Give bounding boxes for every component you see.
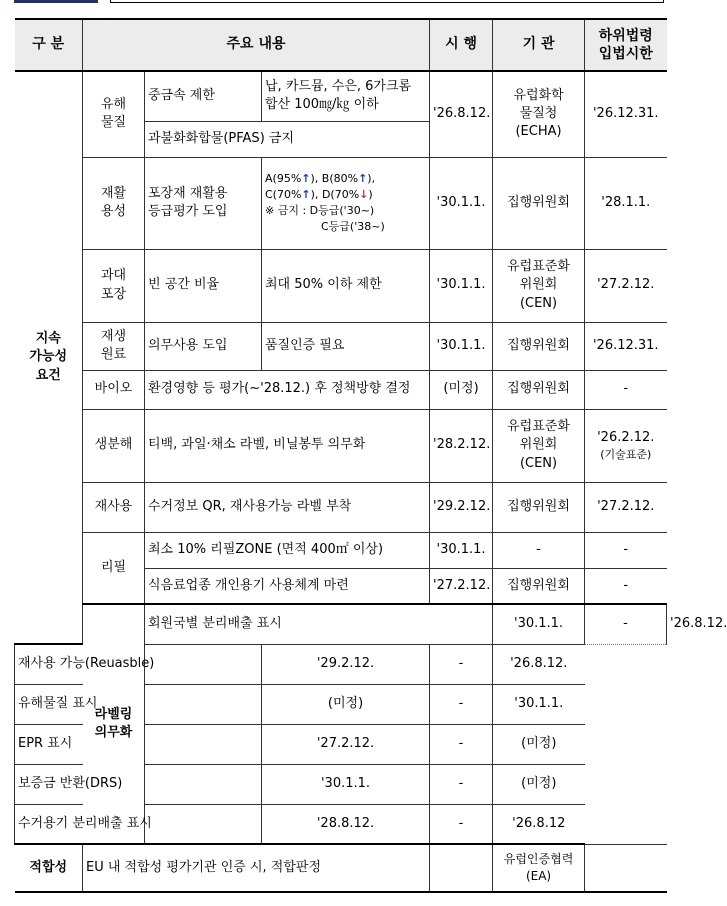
row-label-refill: 리필 [83, 532, 145, 604]
header-effective: 시 행 [430, 19, 493, 71]
hazard-pfas: 과불화화합물(PFAS) 금지 [145, 121, 430, 157]
section-conformity: 적합성 [15, 844, 83, 892]
header-agency: 기 관 [493, 19, 585, 71]
refill-zone-sublaw: - [585, 532, 667, 568]
bio-agency: 집행위원회 [493, 370, 585, 409]
biodeg-sublaw-cell [585, 409, 667, 482]
recycle-grades-line2: C(70%↑), D(70%↓) [265, 188, 373, 202]
recycle-item: 포장재 재활용 등급평가 도입 [145, 157, 262, 249]
up-arrow-icon: ↑ [301, 172, 311, 186]
overpack-item: 빈 공간 비율 [145, 249, 262, 322]
recycle-date: '30.1.1. [430, 157, 493, 249]
overpack-agency: 유럽표준화 위원회 (CEN) [493, 249, 585, 322]
label-agency-1: - [430, 644, 493, 684]
section-labeling: 라벨링 의무화 [83, 604, 145, 844]
label-item-4: 보증금 반환(DRS) [15, 764, 262, 804]
header-sublaw: 하위법령 입법시한 [585, 19, 667, 71]
row-label-reuse: 재사용 [83, 482, 145, 532]
conformity-sublaw [585, 844, 667, 892]
row-label-biodeg: 생분해 [83, 409, 145, 482]
label-date-2: (미정) [262, 684, 430, 724]
label-sublaw-5: '26.8.12 [493, 804, 585, 844]
label-date-1: '29.2.12. [262, 644, 430, 684]
row-label-recycled: 재생 원료 [83, 322, 145, 370]
recycle-agency: 집행위원회 [493, 157, 585, 249]
row-label-overpack: 과대 포장 [83, 249, 145, 322]
hazard-heavy-metal-detail: 납, 카드뮴, 수은, 6가크롬 합산 100㎎/㎏ 이하 [262, 71, 430, 121]
up-arrow-icon: ↑ [301, 188, 311, 202]
label-agency-4: - [430, 764, 493, 804]
label-sublaw-2: '30.1.1. [493, 684, 585, 724]
row-label-hazard: 유해 물질 [83, 71, 145, 157]
hazard-agency: 유럽화학 물질청 (ECHA) [493, 71, 585, 157]
label-item-5: 수거용기 분리배출 표시 [15, 804, 262, 844]
bio-item: 환경영향 등 평가(~'28.12.) 후 정책방향 결정 [145, 370, 430, 409]
header-accent-bar [14, 0, 98, 3]
refill-container: 식음료업종 개인용기 사용체계 마련 [145, 568, 430, 604]
row-label-recycle: 재활 용성 [83, 157, 145, 249]
refill-zone-agency: - [493, 532, 585, 568]
refill-container-agency: 집행위원회 [493, 568, 585, 604]
reuse-sublaw: '27.2.12. [585, 482, 667, 532]
recycle-grades [262, 157, 430, 249]
label-agency-5: - [430, 804, 493, 844]
label-sublaw-3: (미정) [493, 724, 585, 764]
reuse-agency: 집행위원회 [493, 482, 585, 532]
recycle-grades-line1: A(95%↑), B(80%↑), [265, 172, 376, 186]
hazard-heavy-metal: 중금속 제한 [145, 71, 262, 121]
section-sustainability: 지속 가능성 요건 [15, 71, 83, 644]
label-date-0: '30.1.1. [493, 604, 585, 644]
label-item-1: 재사용 가능(Reuasble) [15, 644, 262, 684]
reuse-item: 수거정보 QR, 재사용가능 라벨 부착 [145, 482, 430, 532]
label-agency-0: - [585, 604, 667, 644]
label-item-2: 유해물질 표시 [15, 684, 262, 724]
recycle-ban-d: ※ 금지 : D등급('30~) [265, 204, 375, 217]
recycled-item: 의무사용 도입 [145, 322, 262, 370]
header-box-edge [110, 0, 664, 3]
bio-date: (미정) [430, 370, 493, 409]
header-category: 구 분 [15, 19, 83, 71]
label-sublaw-4: (미정) [493, 764, 585, 804]
overpack-sublaw: '27.2.12. [585, 249, 667, 322]
label-agency-2: - [430, 684, 493, 724]
recycled-agency: 집행위원회 [493, 322, 585, 370]
header-content: 주요 내용 [83, 19, 430, 71]
label-date-3: '27.2.12. [262, 724, 430, 764]
conformity-item: EU 내 적합성 평가기관 인증 시, 적합판정 [83, 844, 430, 892]
label-item-3: EPR 표시 [15, 724, 262, 764]
up-arrow-icon: ↑ [358, 172, 368, 186]
conformity-date [430, 844, 493, 892]
hazard-date: '26.8.12. [430, 71, 493, 157]
refill-container-date: '27.2.12. [430, 568, 493, 604]
reuse-date: '29.2.12. [430, 482, 493, 532]
recycled-date: '30.1.1. [430, 322, 493, 370]
overpack-date: '30.1.1. [430, 249, 493, 322]
row-label-bio: 바이오 [83, 370, 145, 409]
biodeg-agency: 유럽표준화 위원회 (CEN) [493, 409, 585, 482]
biodeg-date: '28.2.12. [430, 409, 493, 482]
refill-zone: 최소 10% 리필ZONE (면적 400㎡ 이상) [145, 532, 430, 568]
recycle-sublaw: '28.1.1. [585, 157, 667, 249]
down-arrow-icon: ↓ [359, 188, 369, 202]
bio-sublaw: - [585, 370, 667, 409]
biodeg-item: 티백, 과일·채소 라벨, 비닐봉투 의무화 [145, 409, 430, 482]
label-sublaw-1: '26.8.12. [493, 644, 585, 684]
biodeg-sublaw: '26.2.12. [597, 429, 655, 445]
biodeg-sublaw-note: (기술표준) [600, 447, 652, 461]
label-date-5: '28.8.12. [262, 804, 430, 844]
recycle-ban-c: C등급('38~) [321, 219, 385, 233]
label-date-4: '30.1.1. [262, 764, 430, 804]
refill-zone-date: '30.1.1. [430, 532, 493, 568]
overpack-detail: 최대 50% 이하 제한 [262, 249, 430, 322]
label-item-0: 회원국별 분리배출 표시 [145, 604, 493, 644]
refill-container-sublaw: - [585, 568, 667, 604]
conformity-agency: 유럽인증협력 (EA) [493, 844, 585, 892]
recycled-sublaw: '26.12.31. [585, 322, 667, 370]
hazard-sublaw: '26.12.31. [585, 71, 667, 157]
regulation-table: 구 분 주요 내용 시 행 기 관 하위법령 입법시한 지속 가능성 요건 유해 물질 중금속 제한 납, 카드뮴, 수은, 6가크롬 합산 100㎎/㎏ 이하 '26.8.12. 유럽화학 물질청 (ECHA) '26.12.31. 과불화화합물(PFAS) 금지 재활 용성 포장재 재활용 등급평가 도입 A(95%↑), B(80%↑), C(70%↑), D(70%↓) ※ 금지 : D등급('30~) C등급('38~) '30.1.1. 집행위원회 '28.1.1. 과대 포장 빈 공간 비율 최대 50% 이하 제한 '30.1.1. 유럽표준화 위원회 (CEN) '27.2.12. 재생 원료 의무사용 도입 품질인증 필요 '30.1.1. 집행위원회 '26.12.31. 바이오 환경영향 등 평가(~'28.12.) 후 정책방향 결정 (미정) 집행위원회 - 생분해 티백, 과일·채소 라벨, 비닐봉투 의무화 '28.2.12. 유럽표준화 위원회 (CEN) '26.2.12. (기술표준) 재사용 수거정보 QR, 재사용가능 라벨 부착 '29.2.12. 집행위원회 '27.2.12. 리필 최소 10% 리필ZONE (면적 400㎡ 이상) '30.1.1. - - 식음료업종 개인용기 사용체계 마련 '27.2.12. 집행위원회 - 라벨링 의무화 회원국별 분리배출 표시 '30.1.1. - '26.8.12. 재사용 가능(Reuasble) '29.2.12. - '26.8.12. 유해물질 표시 (미정) - '30.1.1. EPR 표시 '27.2.12. - (미정) 보증금 반환(DRS) '30.1.1. - (미정) 수거용기 분리배출 표시 '28.8.12. - '26.8.12 적합성 EU 내 적합성 평가기관 인증 시, 적합판정 유럽인증협력 (EA) [14, 18, 667, 893]
label-agency-3: - [430, 724, 493, 764]
recycled-detail: 품질인증 필요 [262, 322, 430, 370]
